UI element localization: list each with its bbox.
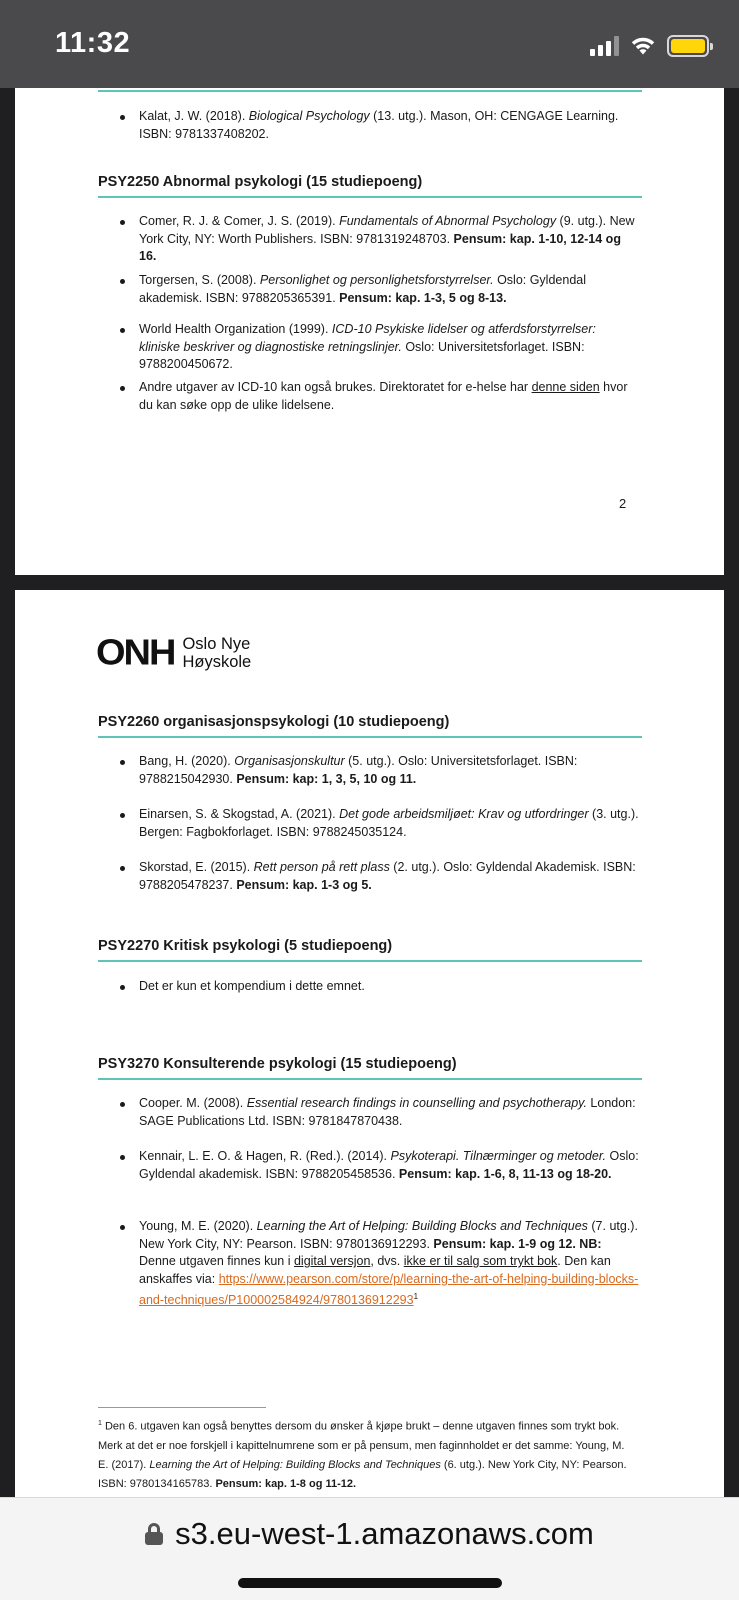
- reference-bang: Bang, H. (2020). Organisasjonskultur (5. utg.). Oslo: Universitetsforlaget. ISBN: 9788215042930. Pensum: kap: 1, 3, 5, 10 og 11.: [139, 753, 639, 788]
- reference-einarsen: Einarsen, S. & Skogstad, A. (2021). Det gode arbeidsmiljøet: Krav og utfordringer (3. utg.). Bergen: Fagbokforlaget. ISBN: 9788245035124.: [139, 806, 639, 841]
- battery-icon: [667, 35, 709, 57]
- denne-siden-link[interactable]: denne siden: [531, 380, 600, 394]
- reference-kennair: Kennair, L. E. O. & Hagen, R. (Red.). (2014). Psykoterapi. Tilnærminger og metoder. Oslo: Gyldendal akademisk. ISBN: 9788205458536. Pensum: kap. 1-6, 8, 11-13 og 18-20.: [139, 1148, 639, 1183]
- reference-torgersen: Torgersen, S. (2008). Personlighet og personlighetsforstyrrelser. Oslo: Gyldendal akademisk. ISBN: 9788205365391. Pensum: kap. 1-3, 5 og 8-13.: [139, 272, 639, 307]
- footnote-divider: [98, 1407, 266, 1408]
- page-number: 2: [619, 496, 627, 511]
- document-page-2: [15, 88, 724, 575]
- browser-url-bar[interactable]: [0, 1497, 739, 1600]
- reference-kalat: Kalat, J. W. (2018). Biological Psychology (13. utg.). Mason, OH: CENGAGE Learning. ISBN: 9781337408202.: [139, 108, 639, 143]
- signal-icon: [590, 36, 619, 56]
- reference-cooper: Cooper. M. (2008). Essential research findings in counselling and psychotherapy. London: SAGE Publications Ltd. ISBN: 9781847870438.: [139, 1095, 639, 1130]
- home-indicator[interactable]: [238, 1578, 502, 1588]
- onh-logo: [96, 634, 251, 672]
- logo-text: Oslo Nye Høyskole: [182, 635, 252, 671]
- reference-kompendium: Det er kun et kompendium i dette emnet.: [139, 978, 639, 996]
- section-divider: [98, 90, 642, 92]
- status-bar: [0, 0, 739, 88]
- status-icons: [590, 33, 709, 59]
- pearson-link[interactable]: https://www.pearson.com/store/p/learning-the-art-of-helping-building-blocks-and-techniques/P100002584924/9780136912293: [139, 1271, 639, 1308]
- url-text[interactable]: s3.eu-west-1.amazonaws.com: [175, 1516, 594, 1551]
- status-time: 11:32: [55, 27, 131, 59]
- section-heading-psy2250: PSY2250 Abnormal psykologi (15 studiepoeng): [98, 174, 642, 198]
- reference-young: Young, M. E. (2020). Learning the Art of Helping: Building Blocks and Techniques (7. utg.). New York City, NY: Pearson. ISBN: 9780136912293. Pensum: kap. 1-9 og 12. NB: Denne utgaven finnes kun i digital versjon, dvs. ikke er til salg som trykt bok. Den kan anskaffes via: https://www.pearson.com/store/p/learning-the-art-of-helping-building-blocks-and-techniques/P100002584924/9780136912293$^1$: [139, 1218, 639, 1310]
- reference-icd10-note: Andre utgaver av ICD-10 kan også brukes. Direktoratet for e-helse har denne siden hvor du kan søke opp de ulike lidelsene.: [139, 379, 639, 414]
- reference-skorstad: Skorstad, E. (2015). Rett person på rett plass (2. utg.). Oslo: Gyldendal Akademisk. ISBN: 9788205478237. Pensum: kap. 1-3 og 5.: [139, 859, 639, 894]
- logo-mark: ONH: [96, 633, 175, 673]
- footnote: $^1$ Den 6. utgaven kan også benyttes dersom du ønsker å kjøpe brukt – denne utgaven finnes som trykt bok. Merk at det er noe forskjell i kapittelnumrene som er på pensum, men faginnholdet er det samme: Young, M. E. (2017). Learning the Art of Helping: Building Blocks and Techniques (6. utg.). New York City, NY: Pearson. ISBN: 9780134165783. Pensum: kap. 1-8 og 11-12.: [98, 1420, 627, 1490]
- reference-who: World Health Organization (1999). ICD-10 Psykiske lidelser og atferdsforstyrrelser: kliniske beskriver og diagnostiske retningslinjer. Oslo: Universitetsforlaget. ISBN: 9788200450672.: [139, 321, 639, 374]
- reference-comer: Comer, R. J. & Comer, J. S. (2019). Fundamentals of Abnormal Psychology (9. utg.). New York City, NY: Worth Publishers. ISBN: 9781319248703. Pensum: kap. 1-10, 12-14 og 16.: [139, 213, 639, 266]
- lock-icon: [145, 1523, 163, 1545]
- wifi-icon: [630, 36, 656, 56]
- document-page-3: [15, 590, 724, 1600]
- section-heading-psy2260: PSY2260 organisasjonspsykologi (10 studiepoeng): [98, 714, 642, 738]
- section-heading-psy2270: PSY2270 Kritisk psykologi (5 studiepoeng): [98, 938, 642, 962]
- url-row[interactable]: [0, 1516, 739, 1552]
- section-heading-psy3270: PSY3270 Konsulterende psykologi (15 studiepoeng): [98, 1056, 642, 1080]
